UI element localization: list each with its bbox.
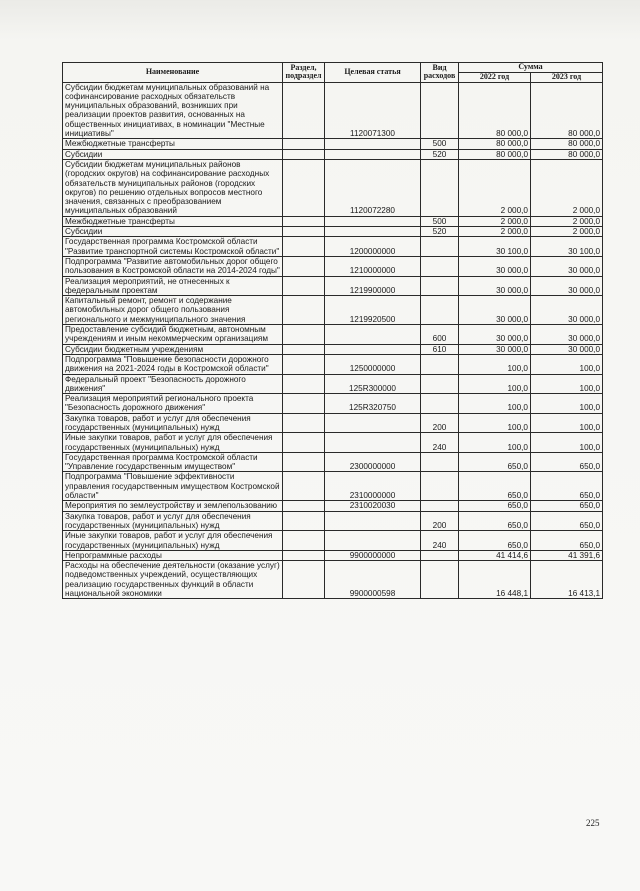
row-section-cell	[283, 374, 325, 394]
header-year-2023: 2023 год	[531, 73, 603, 83]
row-section-cell	[283, 139, 325, 149]
row-2023-cell: 30 100,0	[531, 237, 603, 257]
row-target-cell: 1200000000	[325, 237, 421, 257]
table-row	[63, 472, 603, 501]
row-2023-cell: 30 000,0	[531, 296, 603, 325]
row-2023-cell: 16 413,1	[531, 561, 603, 599]
row-name-cell: Субсидии	[63, 227, 283, 237]
row-target-cell	[325, 413, 421, 433]
row-target-cell: 125R320750	[325, 394, 421, 414]
table-row	[63, 216, 603, 226]
row-2023-cell: 80 000,0	[531, 149, 603, 159]
table-row	[63, 159, 603, 216]
row-type-cell	[421, 276, 459, 296]
row-target-cell: 1210000000	[325, 256, 421, 276]
row-2022-cell: 650,0	[459, 531, 531, 551]
row-name-cell: Закупка товаров, работ и услуг для обеспечения государственных (муниципальных) нужд	[63, 413, 283, 433]
row-name-cell: Подпрограмма "Повышение безопасности дорожного движения на 2021-2024 годы в Костромской области"	[63, 354, 283, 374]
header-section: Раздел, подраздел	[283, 63, 325, 83]
row-type-cell: 200	[421, 511, 459, 531]
row-target-cell: 2310020030	[325, 501, 421, 511]
row-type-cell	[421, 256, 459, 276]
row-2022-cell: 650,0	[459, 501, 531, 511]
row-name-cell: Предоставление субсидий бюджетным, автономным учреждениям и иным некоммерческим организациям	[63, 325, 283, 345]
row-type-cell	[421, 374, 459, 394]
table-row	[63, 501, 603, 511]
row-name-cell: Государственная программа Костромской области "Развитие транспортной системы Костромской области"	[63, 237, 283, 257]
row-2023-cell: 2 000,0	[531, 159, 603, 216]
page-number: 225	[586, 818, 600, 828]
table-header	[63, 63, 603, 83]
row-target-cell	[325, 149, 421, 159]
row-section-cell	[283, 256, 325, 276]
row-name-cell: Межбюджетные трансферты	[63, 139, 283, 149]
row-2023-cell: 2 000,0	[531, 227, 603, 237]
row-2023-cell: 650,0	[531, 472, 603, 501]
row-name-cell: Федеральный проект "Безопасность дорожного движения"	[63, 374, 283, 394]
row-section-cell	[283, 561, 325, 599]
row-target-cell	[325, 139, 421, 149]
row-type-cell: 240	[421, 531, 459, 551]
row-2023-cell: 30 000,0	[531, 256, 603, 276]
row-type-cell	[421, 394, 459, 414]
row-section-cell	[283, 296, 325, 325]
row-target-cell	[325, 511, 421, 531]
row-name-cell: Иные закупки товаров, работ и услуг для обеспечения государственных (муниципальных) нужд	[63, 531, 283, 551]
row-section-cell	[283, 452, 325, 472]
row-type-cell: 610	[421, 344, 459, 354]
row-2022-cell: 100,0	[459, 413, 531, 433]
table-row	[63, 276, 603, 296]
table-row	[63, 149, 603, 159]
row-2022-cell: 41 414,6	[459, 550, 531, 560]
table-row	[63, 296, 603, 325]
row-type-cell	[421, 550, 459, 560]
budget-table	[62, 62, 603, 599]
row-type-cell: 500	[421, 139, 459, 149]
row-target-cell	[325, 216, 421, 226]
table-row	[63, 511, 603, 531]
header-year-2022: 2022 год	[459, 73, 531, 83]
row-2023-cell: 30 000,0	[531, 276, 603, 296]
row-2023-cell: 650,0	[531, 501, 603, 511]
row-name-cell: Государственная программа Костромской области "Управление государственным имуществом"	[63, 452, 283, 472]
row-section-cell	[283, 276, 325, 296]
table-row	[63, 344, 603, 354]
row-section-cell	[283, 82, 325, 139]
row-name-cell: Непрограммные расходы	[63, 550, 283, 560]
row-name-cell: Реализация мероприятий, не отнесенных к федеральным проектам	[63, 276, 283, 296]
table-row	[63, 550, 603, 560]
row-name-cell: Субсидии	[63, 149, 283, 159]
row-2022-cell: 650,0	[459, 511, 531, 531]
row-2023-cell: 650,0	[531, 511, 603, 531]
row-type-cell	[421, 354, 459, 374]
row-name-cell: Мероприятия по землеустройству и землепользованию	[63, 501, 283, 511]
row-2023-cell: 30 000,0	[531, 344, 603, 354]
row-target-cell: 125R300000	[325, 374, 421, 394]
row-target-cell	[325, 433, 421, 453]
row-2022-cell: 30 000,0	[459, 344, 531, 354]
row-name-cell: Закупка товаров, работ и услуг для обеспечения государственных (муниципальных) нужд	[63, 511, 283, 531]
row-section-cell	[283, 354, 325, 374]
row-2022-cell: 100,0	[459, 354, 531, 374]
row-2022-cell: 30 000,0	[459, 256, 531, 276]
row-2023-cell: 100,0	[531, 413, 603, 433]
row-2023-cell: 650,0	[531, 452, 603, 472]
row-type-cell	[421, 452, 459, 472]
row-section-cell	[283, 413, 325, 433]
row-section-cell	[283, 511, 325, 531]
table-row	[63, 139, 603, 149]
row-target-cell: 1250000000	[325, 354, 421, 374]
header-target: Целевая статья	[325, 63, 421, 83]
row-2022-cell: 650,0	[459, 472, 531, 501]
row-section-cell	[283, 237, 325, 257]
row-target-cell	[325, 325, 421, 345]
row-target-cell: 2300000000	[325, 452, 421, 472]
table-row	[63, 256, 603, 276]
row-type-cell	[421, 472, 459, 501]
row-2022-cell: 30 100,0	[459, 237, 531, 257]
row-name-cell: Подпрограмма "Развитие автомобильных дорог общего пользования в Костромской области на 2014-2024 годы"	[63, 256, 283, 276]
table-row	[63, 237, 603, 257]
table-row	[63, 413, 603, 433]
row-target-cell: 1219920500	[325, 296, 421, 325]
header-name: Наименование	[63, 63, 283, 83]
row-type-cell: 600	[421, 325, 459, 345]
row-2022-cell: 80 000,0	[459, 139, 531, 149]
row-2023-cell: 100,0	[531, 354, 603, 374]
row-section-cell	[283, 550, 325, 560]
row-section-cell	[283, 501, 325, 511]
row-2023-cell: 2 000,0	[531, 216, 603, 226]
table-row	[63, 325, 603, 345]
row-type-cell	[421, 296, 459, 325]
row-2022-cell: 100,0	[459, 374, 531, 394]
row-section-cell	[283, 216, 325, 226]
table-row	[63, 452, 603, 472]
row-type-cell	[421, 82, 459, 139]
table-body	[63, 82, 603, 599]
row-2023-cell: 100,0	[531, 433, 603, 453]
row-target-cell: 1120072280	[325, 159, 421, 216]
row-type-cell: 520	[421, 227, 459, 237]
row-type-cell	[421, 501, 459, 511]
row-name-cell: Субсидии бюджетам муниципальных образований на софинансирование расходных обязательств муниципальных образований, возникших при реализации проектов развития, основанных на общественных инициативах, в номинации "Местные инициативы"	[63, 82, 283, 139]
row-2023-cell: 100,0	[531, 374, 603, 394]
table-row	[63, 531, 603, 551]
row-name-cell: Субсидии бюджетам муниципальных районов (городских округов) на софинансирование расходных обязательств муниципальных районов (городских округов) по решению отдельных вопросов местного значения, связанных с преобразованием муниципальных образований	[63, 159, 283, 216]
row-target-cell	[325, 227, 421, 237]
row-2022-cell: 2 000,0	[459, 159, 531, 216]
row-2022-cell: 30 000,0	[459, 325, 531, 345]
table-row	[63, 394, 603, 414]
row-target-cell	[325, 344, 421, 354]
row-2022-cell: 650,0	[459, 452, 531, 472]
row-target-cell: 9900000598	[325, 561, 421, 599]
row-type-cell: 240	[421, 433, 459, 453]
row-2023-cell: 41 391,6	[531, 550, 603, 560]
row-name-cell: Капитальный ремонт, ремонт и содержание автомобильных дорог общего пользования регионального и межмуниципального значения	[63, 296, 283, 325]
row-name-cell: Субсидии бюджетным учреждениям	[63, 344, 283, 354]
row-section-cell	[283, 149, 325, 159]
row-name-cell: Иные закупки товаров, работ и услуг для обеспечения государственных (муниципальных) нужд	[63, 433, 283, 453]
table-row	[63, 433, 603, 453]
row-2023-cell: 80 000,0	[531, 139, 603, 149]
row-section-cell	[283, 227, 325, 237]
row-section-cell	[283, 159, 325, 216]
row-name-cell: Межбюджетные трансферты	[63, 216, 283, 226]
row-target-cell: 2310000000	[325, 472, 421, 501]
row-2022-cell: 2 000,0	[459, 227, 531, 237]
table-row	[63, 82, 603, 139]
row-2022-cell: 80 000,0	[459, 149, 531, 159]
row-2022-cell: 16 448,1	[459, 561, 531, 599]
row-2022-cell: 80 000,0	[459, 82, 531, 139]
row-2023-cell: 80 000,0	[531, 82, 603, 139]
table-row	[63, 374, 603, 394]
row-name-cell: Подпрограмма "Повышение эффективности управления государственным имуществом Костромской области"	[63, 472, 283, 501]
row-type-cell: 200	[421, 413, 459, 433]
row-2022-cell: 30 000,0	[459, 276, 531, 296]
row-section-cell	[283, 531, 325, 551]
row-type-cell	[421, 561, 459, 599]
table-row	[63, 227, 603, 237]
row-section-cell	[283, 344, 325, 354]
row-section-cell	[283, 433, 325, 453]
row-target-cell: 1219900000	[325, 276, 421, 296]
table-row	[63, 561, 603, 599]
table-row	[63, 354, 603, 374]
header-sum: Сумма	[459, 63, 603, 73]
row-name-cell: Реализация мероприятий регионального проекта "Безопасность дорожного движения"	[63, 394, 283, 414]
row-2022-cell: 100,0	[459, 433, 531, 453]
row-type-cell: 500	[421, 216, 459, 226]
row-type-cell	[421, 237, 459, 257]
row-section-cell	[283, 394, 325, 414]
row-target-cell: 1120071300	[325, 82, 421, 139]
row-target-cell: 9900000000	[325, 550, 421, 560]
row-type-cell	[421, 159, 459, 216]
row-type-cell: 520	[421, 149, 459, 159]
row-2023-cell: 100,0	[531, 394, 603, 414]
row-2022-cell: 30 000,0	[459, 296, 531, 325]
row-2023-cell: 30 000,0	[531, 325, 603, 345]
row-2023-cell: 650,0	[531, 531, 603, 551]
row-name-cell: Расходы на обеспечение деятельности (оказание услуг) подведомственных учреждений, осуществляющих реализацию государственных функций в области национальной экономики	[63, 561, 283, 599]
header-type: Вид расходов	[421, 63, 459, 83]
row-section-cell	[283, 325, 325, 345]
row-2022-cell: 100,0	[459, 394, 531, 414]
row-section-cell	[283, 472, 325, 501]
row-target-cell	[325, 531, 421, 551]
row-2022-cell: 2 000,0	[459, 216, 531, 226]
